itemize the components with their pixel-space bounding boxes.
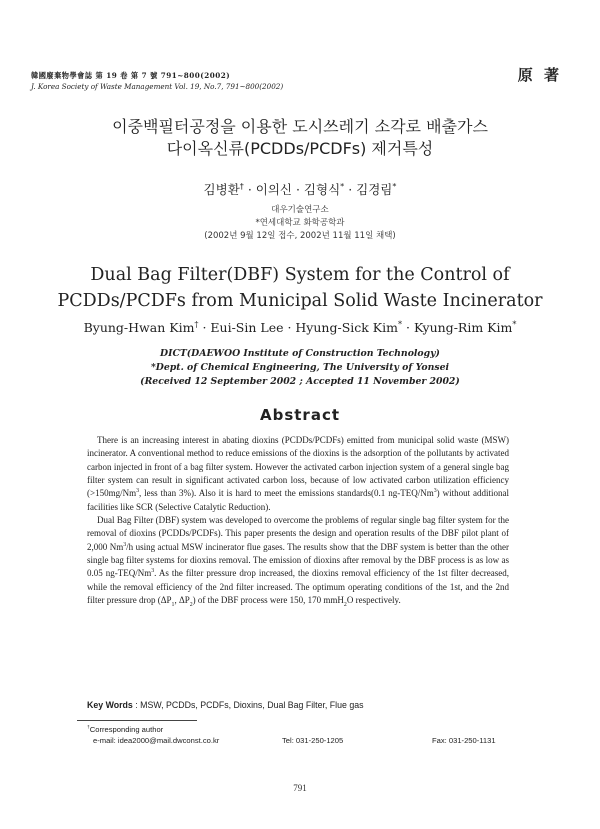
subscript: 2 xyxy=(343,601,347,608)
separator: · xyxy=(198,320,211,335)
abstract-text: , less than 3%). Also it is hard to meet the emissions standards(0.1 ng-TEQ/Nm xyxy=(139,488,434,499)
abstract-paragraph-2 xyxy=(87,514,509,607)
english-title-pcdds: PCDDs/PCDFs xyxy=(57,291,186,311)
keywords-separator: : xyxy=(132,700,141,710)
dagger-mark: † xyxy=(239,180,244,191)
english-title-line-2 xyxy=(20,288,580,314)
korean-title-line-1: 이중백필터공정을 이용한 도시쓰레기 소각로 배출가스 xyxy=(112,117,488,136)
english-title-rest: from Municipal Solid Waste Incinerator xyxy=(191,291,543,311)
abstract-text: , xyxy=(174,595,179,606)
english-author-4: Kyung-Rim Kim xyxy=(413,320,513,335)
abstract-paragraph-1 xyxy=(87,434,509,514)
abstract-body xyxy=(87,434,509,607)
keywords-text: MSW, PCDDs, PCDFs, Dioxins, Dual Bag Filter, Flue gas xyxy=(140,700,364,710)
english-affiliation-2: *Dept. of Chemical Engineering, The University of Yonsei xyxy=(150,362,450,373)
korean-author-3: 김형식 xyxy=(303,182,341,197)
korean-affiliation-1: 대우기술연구소 xyxy=(271,205,329,215)
korean-affiliations xyxy=(20,204,580,243)
star-mark: * xyxy=(398,318,403,329)
korean-dates: (2002년 9월 12일 접수, 2002년 11월 11일 채택) xyxy=(204,231,396,241)
journal-header xyxy=(31,70,361,92)
abstract-text: Dual Bag Filter (DBF) system was developed to overcome the problems of regular single bag filter system for the removal of dioxins (PCDDs/PCDFs). This paper presents the design and operation results of the DBF pilot plant of 2,000 Nm xyxy=(87,515,509,552)
corresponding-author-label: Corresponding author xyxy=(89,725,164,734)
korean-author-4: 김경림 xyxy=(356,182,393,197)
contact-tel: Tel: 031-250-1205 xyxy=(282,736,344,745)
delta-p-symbol: ΔP xyxy=(178,595,190,606)
footnote-divider xyxy=(77,720,197,721)
abstract-text: . As the filter pressure drop increased, the dioxins removal efficiency of the 1st filter decreased, while the removal efficiency of the 2nd filter increased. The optimum operating conditions of the 1st, and the 2nd filter pressure drop ( xyxy=(87,568,509,606)
korean-title-line-2: 다이옥신류(PCDDs/PCDFs) 제거특성 xyxy=(166,139,434,158)
english-author-2: Eui-Sin Lee xyxy=(210,320,284,335)
separator: · xyxy=(402,320,414,335)
star-mark: * xyxy=(340,180,345,191)
contact-fax: Fax: 031-250-1131 xyxy=(432,736,496,745)
dagger-mark: † xyxy=(194,318,199,329)
separator: · xyxy=(292,182,304,197)
superscript: 3 xyxy=(123,541,127,548)
abstract-text: O respectively. xyxy=(346,595,401,606)
abstract-text: ) without additional facilities like SCR (Selective Catalytic Reduction). xyxy=(87,488,509,512)
subscript: 1 xyxy=(171,601,175,608)
page-number: 791 xyxy=(293,783,307,793)
abstract-heading: Abstract xyxy=(259,406,341,424)
english-authors xyxy=(20,320,580,335)
superscript: 3 xyxy=(136,488,139,495)
dagger-mark: † xyxy=(87,725,90,731)
english-dates: (Received 12 September 2002 ; Accepted 11 November 2002) xyxy=(140,376,460,387)
abstract-text: There is an increasing interest in abating dioxins (PCDDs/PCDFs) emitted from municipal solid waste (MSW) incinerator. A conventional method to reduce emissions of the dioxins is the adsorption of the pollutants by activated carbon injected in front of a bag filter system. However the activated carbon injection system of a general single bag filter system can result in significant activated carbon loss, because of low activated carbon utilization efficiency (>150mg/Nm xyxy=(87,435,509,499)
english-title-line-1: Dual Bag Filter(DBF) System for the Control of xyxy=(90,265,510,285)
keywords-label: Key Words xyxy=(87,700,133,710)
separator: · xyxy=(344,182,357,197)
korean-authors xyxy=(20,180,580,198)
separator: · xyxy=(243,182,256,197)
corresponding-author-note xyxy=(87,724,527,735)
contact-row xyxy=(87,735,527,746)
abstract-text: ) of the DBF process were 150, 170 mmH xyxy=(192,595,344,606)
english-author-3: Hyung-Sick Kim xyxy=(295,320,398,335)
korean-author-2: 이의신 xyxy=(255,182,292,197)
journal-name-korean: 韓國廢棄物學會誌 第 19 卷 第 7 號 791~800(2002) xyxy=(31,71,231,80)
english-affiliation-1: DICT(DAEWOO Institute of Construction Technology) xyxy=(160,348,440,359)
korean-author-1: 김병환 xyxy=(203,182,240,197)
star-mark: * xyxy=(512,318,517,329)
article-type-label: 原 著 xyxy=(517,66,562,84)
korean-title xyxy=(20,116,580,160)
journal-name-english: J. Korea Society of Waste Management Vol. 19, No.7, 791~800(2002) xyxy=(31,82,284,91)
delta-p-symbol: ΔP xyxy=(160,595,172,606)
contact-email: e-mail: idea2000@mail.dwconst.co.kr xyxy=(93,736,220,745)
footnote xyxy=(87,724,527,746)
subscript: 2 xyxy=(189,601,193,608)
korean-affiliation-2: *연세대학교 화학공학과 xyxy=(255,218,345,228)
superscript: 3 xyxy=(151,568,155,575)
english-author-1: Byung-Hwan Kim xyxy=(83,320,195,335)
separator: · xyxy=(283,320,296,335)
superscript: 3 xyxy=(433,488,437,495)
english-title xyxy=(20,262,580,314)
english-affiliations xyxy=(20,347,580,389)
keywords-line xyxy=(87,700,527,710)
star-mark: * xyxy=(392,180,397,191)
abstract-text: /h using actual MSW incinerator flue gases. The results show that the DBF system is better than the other single bag filter systems for dioxins removal. The emission of dioxins after removal by the DBF process is as low as 0.05 ng-TEQ/Nm xyxy=(87,541,509,579)
